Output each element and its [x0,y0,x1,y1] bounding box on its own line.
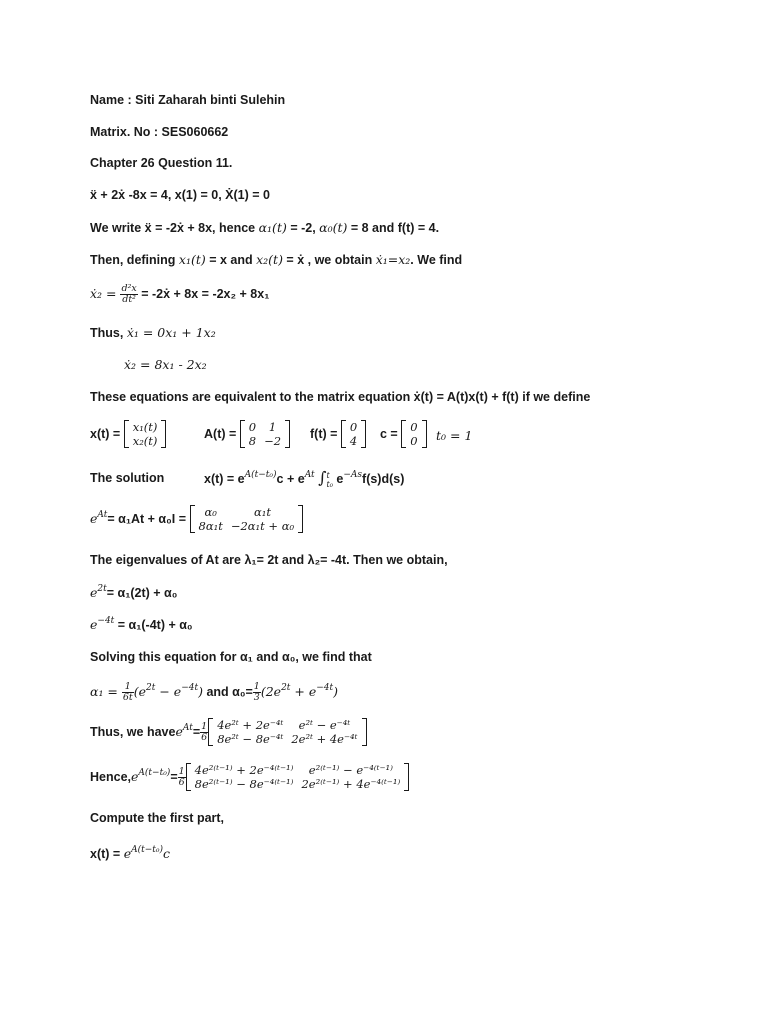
then-text-1: Then, defining [90,253,179,267]
write-text-3: = 8 and f(t) = 4. [347,221,440,235]
then-text-3: = ẋ , we obtain [282,253,376,267]
upper-limit: t [326,470,330,480]
x2dot-lhs: ẋ₂ = [90,285,121,301]
eAt-exponent: At [97,510,108,520]
write-statement [90,220,439,236]
e2t-rest: = α₁(2t) + α₀ [106,586,178,600]
f-label: f(t) = [310,427,338,441]
matrix-cell: x₂(t) [132,434,158,448]
matrix-cell: 4e²⁽ᵗ⁻¹⁾ + 2e⁻⁴⁽ᵗ⁻¹⁾ [194,763,294,777]
matrix-cell: −2 [264,434,282,448]
matrix-cell: 0 [248,420,257,434]
matrix-row [195,505,299,519]
x2dot-equation [90,284,269,305]
definitions-row [90,420,166,452]
matrix-row [213,732,361,746]
alpha0-symbol: α₀(t) [319,220,348,235]
alpha1-expr: $(e^{2t} - e^{-4t})$ [133,682,203,699]
e2t-base: e [90,585,98,600]
eAt-result [90,718,367,750]
matrix-cell: e²⁽ᵗ⁻¹⁾ − e⁻⁴⁽ᵗ⁻¹⁾ [308,763,393,777]
eAt-matrix [190,505,304,533]
matrix-cell: 4 [349,434,358,448]
matrix-row [191,763,405,777]
f-matrix [341,420,366,448]
hence-matrix [186,763,410,791]
sol-exp-3: −As [343,470,363,480]
chapter-question: Chapter 26 Question 11. [90,156,233,170]
ode-equation: ẍ + 2ẋ -8x = 4, x(1) = 0, Ẋ(1) = 0 [90,188,270,202]
final-e: e [123,846,132,861]
matrix-cell: 0 [410,434,418,448]
sol-part-a: x(t) = e [204,472,245,486]
defining-statement [90,252,462,268]
sol-part-b: c + e [276,472,305,486]
e2t-exponent: 2t [97,584,107,594]
hence-fraction: $\frac{1}{6}$ [178,765,185,788]
eAt-shifted-result [90,763,409,795]
sol-exp-1: A(t−t₀) [244,470,277,480]
thus-have-label: Thus, we have [90,725,176,739]
solution-label: The solution [90,471,165,485]
matrix-row [346,434,361,448]
matrix-cell: −2α₁t + α₀ [230,519,295,533]
eq-e4t [90,617,193,633]
matrix-cell: 4e²ᵗ + 2e⁻⁴ᵗ [217,718,284,732]
fraction-numerator: d²x [121,283,137,294]
matrix-equation-statement: These equations are equivalent to the matrix equation ẋ(t) = A(t)x(t) + f(t) if we define [90,390,591,404]
matrix-row [129,420,162,434]
t0-definition [436,428,472,444]
matrix-cell: 8α₁t [198,519,223,533]
eAt-lhs: $e^{At}$ [175,723,193,739]
f-definition [310,420,366,452]
alpha-values [90,682,338,703]
lower-limit: t₀ [326,479,333,489]
write-text-2: = -2, [286,221,320,235]
x2dot-rhs: = -2ẋ + 8x = -2x₂ + 8x₁ [137,286,270,301]
matrix-cell: 0 [349,420,358,434]
x-label: x(t) = [90,427,121,441]
solution-formula [204,470,404,489]
matrix-row [406,420,421,434]
eq-e2t [90,585,177,601]
thus-text: Thus, [90,326,127,340]
c-label: c = [380,427,398,441]
hence-label: Hence, [90,770,131,784]
alpha-and: and α₀= [202,684,253,699]
alpha0-fraction: $\frac{1}{3}$ [253,681,260,703]
final-exponent: A(t−t₀) [131,845,163,855]
alpha1-symbol: α₁(t) [258,220,287,235]
x-matrix [124,420,167,448]
matrix-cell: 8 [248,434,257,448]
alpha1-lhs: α₁ = [90,683,122,699]
matrix-number: Matrix. No : SES060662 [90,125,229,139]
matrix-row [245,420,285,434]
student-name: Name : Siti Zaharah binti Sulehin [90,93,286,107]
sol-part-d: f(s)d(s) [362,472,405,486]
x1dot-equation: ẋ₁ = 0x₁ + 1x₂ [126,325,216,340]
A-matrix [240,420,290,448]
matrix-cell: 8e²⁽ᵗ⁻¹⁾ − 8e⁻⁴⁽ᵗ⁻¹⁾ [194,777,294,791]
eAt-eq: = [192,725,201,739]
matrix-cell: 2e²⁽ᵗ⁻¹⁾ + 4e⁻⁴⁽ᵗ⁻¹⁾ [301,777,401,791]
matrix-row [245,434,285,448]
hence-eq: = [170,770,178,784]
system-line-2: ẋ₂ = 8x₁ - 2x₂ [124,357,207,372]
matrix-row [129,434,162,448]
final-expression [90,846,170,862]
eAt-definition [90,505,303,539]
matrix-cell: x₁(t) [132,420,158,434]
matrix-cell: 1 [268,420,277,434]
eAt-middle: = α₁At + α₀I = [107,512,187,526]
x2-symbol: x₂(t) [256,252,283,267]
eAt-base: $e^{At}$ [90,510,108,526]
eAt-result-matrix [208,718,366,746]
x1dot-relation: ẋ₁=x₂ [375,252,411,267]
sol-exp-2: At [304,470,315,480]
eA-shifted-lhs: $e^{A(t-t_0)}$ [131,768,171,784]
fraction-denominator: dt² [122,294,136,305]
then-text-2: = x and [205,253,257,267]
alpha0-expr: $(2e^{2t} + e^{-4t})$ [260,682,339,699]
matrix-cell: e²ᵗ − e⁻⁴ᵗ [298,718,351,732]
e4t-base: e [90,617,98,632]
A-label: A(t) = [204,427,237,441]
matrix-row [406,434,421,448]
alpha1-fraction: $\frac{1}{6t}$ [122,681,133,703]
matrix-row [213,718,361,732]
solving-statement: Solving this equation for α₁ and α₀, we find that [90,650,372,664]
matrix-row [191,777,405,791]
t0-value: t₀ = 1 [436,428,473,443]
x1-symbol: x₁(t) [178,252,206,267]
final-lhs: x(t) = [90,847,124,861]
final-c: c [163,846,171,861]
second-derivative-fraction [120,284,137,305]
e4t-exponent: −4t [97,616,115,626]
integral-sign: ∫ [318,468,327,487]
e4t-rest: = α₁(-4t) + α₀ [114,618,193,632]
matrix-row [195,519,299,533]
matrix-cell: α₁t [253,505,271,519]
then-text-4: . We find [410,253,463,267]
compute-statement: Compute the first part, [90,811,225,825]
eigenvalues-statement: The eigenvalues of At are λ₁= 2t and λ₂= -4t. Then we obtain, [90,553,448,567]
matrix-cell: 8e²ᵗ − 8e⁻⁴ᵗ [217,732,284,746]
matrix-row [346,420,361,434]
matrix-cell: 2e²ᵗ + 4e⁻⁴ᵗ [291,732,358,746]
matrix-cell: α₀ [204,505,217,519]
c-matrix [401,420,426,448]
A-definition [204,420,290,452]
sol-part-c: e [332,472,344,486]
matrix-cell: 0 [410,420,418,434]
c-definition [380,420,427,452]
write-text-1: We write ẍ = -2ẋ + 8x, hence [90,221,259,235]
system-line-1 [90,325,216,341]
one-sixth-fraction: $\frac{1}{6}$ [201,720,208,743]
